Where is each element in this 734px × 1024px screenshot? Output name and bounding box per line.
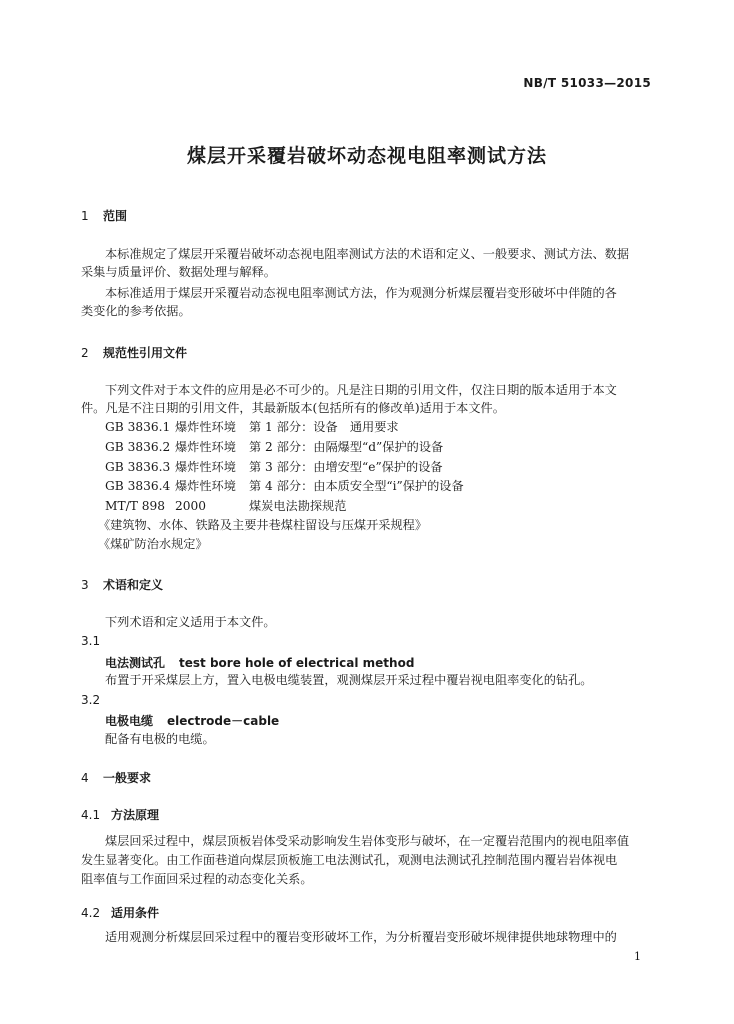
- s3-intro: 下列术语和定义适用于本文件。: [105, 615, 276, 629]
- section-4-2-heading: 4.2 适用条件: [81, 906, 160, 920]
- term-3-2: 电极电缆 electrode－cable: [105, 714, 280, 728]
- term-3-1-definition: 布置于开采煤层上方，置入电极电缆装置，观测煤层开采过程中覆岩视电阻率变化的钻孔。: [105, 673, 593, 687]
- standard-code: NB/T 51033—2015: [523, 76, 651, 90]
- reference-item: GB 3836.3 爆炸性环境 第 3 部分：由增安型“e”保护的设备: [105, 460, 443, 474]
- reference-item: GB 3836.4 爆炸性环境 第 4 部分：由本质安全型“i”保护的设备: [105, 479, 464, 493]
- term-3-2-definition: 配备有电极的电缆。: [105, 732, 215, 746]
- s1-p1-line2: 采集与质量评价、数据处理与解释。: [81, 265, 276, 279]
- reference-item: MT/T 898 2000 煤炭电法勘探规范: [105, 499, 347, 513]
- page-number: 1: [634, 950, 641, 963]
- document-title: 煤层开采覆岩破坏动态视电阻率测试方法: [186, 145, 547, 167]
- section-4-1-heading: 4.1 方法原理: [81, 808, 160, 822]
- s4-2-line1: 适用观测分析煤层回采过程中的覆岩变形破坏工作，为分析覆岩变形破坏规律提供地球物理中的: [105, 930, 617, 944]
- term-3-1: 电法测试孔 test bore hole of electrical method: [105, 656, 415, 670]
- s2-intro-line2: 件。凡是不注日期的引用文件，其最新版本(包括所有的修改单)适用于本文件。: [81, 401, 505, 415]
- s4-1-line3: 阻率值与工作面回采过程的动态变化关系。: [81, 872, 313, 886]
- section-3-heading: 3 术语和定义: [81, 578, 164, 592]
- s2-intro-line1: 下列文件对于本文件的应用是必不可少的。凡是注日期的引用文件，仅注日期的版本适用于本文: [105, 383, 617, 397]
- s4-1-line1: 煤层回采过程中，煤层顶板岩体受采动影响发生岩体变形与破坏，在一定覆岩范围内的视电阻率值: [105, 834, 630, 848]
- reference-document: 《建筑物、水体、铁路及主要井巷煤柱留设与压煤开采规程》: [98, 518, 428, 532]
- section-4-heading: 4 一般要求: [81, 771, 152, 785]
- s1-p2-line2: 类变化的参考依据。: [81, 304, 191, 318]
- reference-document: 《煤矿防治水规定》: [98, 537, 208, 551]
- s4-1-line2: 发生显著变化。由工作面巷道向煤层顶板施工电法测试孔，观测电法测试孔控制范围内覆岩岩体视电: [81, 853, 618, 867]
- reference-item: GB 3836.1 爆炸性环境 第 1 部分：设备 通用要求: [105, 420, 399, 434]
- section-1-heading: 1 范围: [81, 209, 128, 223]
- reference-item: GB 3836.2 爆炸性环境 第 2 部分：由隔爆型“d”保护的设备: [105, 440, 444, 454]
- term-3-2-number: 3.2: [81, 693, 101, 707]
- s1-p2-line1: 本标准适用于煤层开采覆岩动态视电阻率测试方法，作为观测分析煤层覆岩变形破坏中伴随的各: [105, 286, 617, 300]
- s1-p1-line1: 本标准规定了煤层开采覆岩破坏动态视电阻率测试方法的术语和定义、一般要求、测试方法、数据: [105, 247, 630, 261]
- section-2-heading: 2 规范性引用文件: [81, 346, 188, 360]
- term-3-1-number: 3.1: [81, 634, 101, 648]
